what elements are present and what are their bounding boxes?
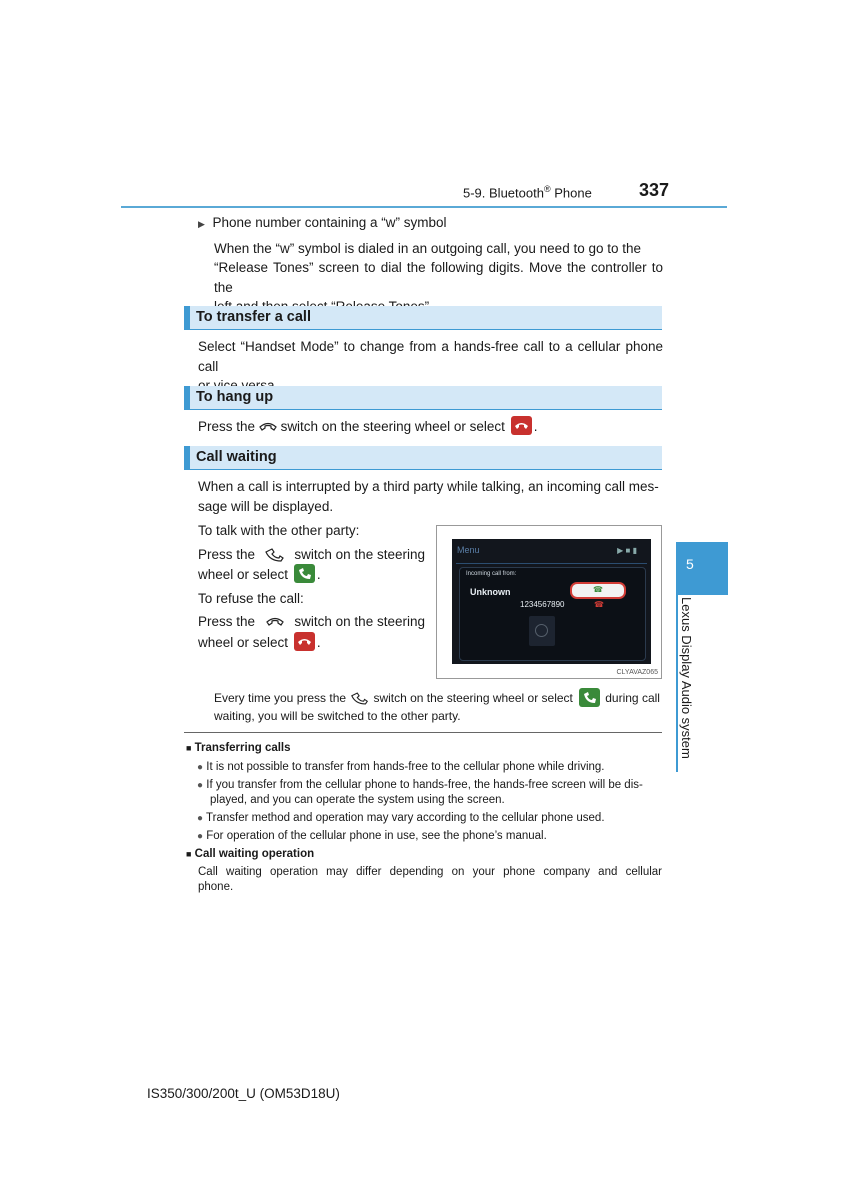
- red-hang-up-icon: [294, 632, 315, 651]
- note-heading-transferring: ■ Transferring calls: [186, 742, 291, 754]
- green-answer-icon: [579, 688, 600, 707]
- heading-hang-up: To hang up: [184, 386, 662, 410]
- intro-line: When the “w” symbol is dialed in an outgoing call, you need to go to the: [214, 240, 642, 256]
- note-item-continued: played, and you can operate the system using the screen.: [210, 794, 505, 806]
- note-paragraph: Call waiting operation may differ depending on your phone company and cellular: [198, 866, 662, 878]
- handset-switch-icon: [259, 419, 277, 434]
- answer-button[interactable]: [570, 582, 626, 599]
- status-icons: ▶ ■ ▮: [617, 546, 637, 555]
- incoming-call-screen-figure: [436, 525, 662, 679]
- handset-switch-icon: [350, 689, 370, 707]
- note-item: ● For operation of the cellular phone in use, see the phone’s manual.: [197, 830, 547, 842]
- header-divider: [121, 206, 727, 208]
- heading-call-waiting: Call waiting: [184, 446, 662, 470]
- green-answer-icon: ☎: [593, 585, 603, 594]
- model-footer: IS350/300/200t_U (OM53D18U): [147, 1086, 340, 1101]
- intro-line: “Release Tones” screen to dial the following digits. Move the controller to the: [214, 260, 663, 295]
- incoming-call-panel: Incoming call from: Unknown 1234567890 ☎ ☎: [459, 567, 646, 661]
- note-heading-call-waiting: ■ Call waiting operation: [186, 848, 315, 860]
- page-number: 337: [639, 180, 670, 200]
- chapter-title: Lexus Display Audio system: [679, 597, 694, 759]
- notes-section: [186, 741, 662, 895]
- note-item: ● It is not possible to transfer from hands-free to the cellular phone while driving.: [197, 761, 605, 773]
- intro-bullet-title: Phone number containing a “w” symbol: [212, 215, 447, 230]
- section-title: 5-9. Bluetooth® Phone: [463, 184, 592, 201]
- intro-block: [198, 213, 663, 317]
- hangup-text: Press the switch on the steering wheel or select .: [198, 416, 663, 437]
- caller-number: 1234567890: [520, 600, 565, 609]
- switch-note: Every time you press the switch on the steering wheel or select during call waiting, you will be switched to the other party.: [214, 688, 660, 725]
- mute-icon: [535, 624, 548, 637]
- decline-button[interactable]: ☎: [594, 600, 604, 609]
- note-paragraph: phone.: [198, 881, 234, 893]
- transfer-text: Select “Handset Mode” to change from a hands-free call to a cellular phone call: [198, 339, 663, 374]
- red-hang-up-icon: [511, 416, 532, 435]
- handset-switch-icon: [264, 545, 286, 565]
- waiting-text: When a call is interrupted by a third party while talking, an incoming call mes- sage will be displayed.: [198, 479, 659, 514]
- triangle-bullet-icon: ▶: [198, 219, 205, 229]
- mute-button[interactable]: [529, 616, 555, 646]
- handset-switch-icon: [265, 612, 285, 632]
- refuse-label: To refuse the call:: [198, 590, 304, 606]
- figure-code: CLYAVAZ065: [616, 669, 658, 676]
- caller-name: Unknown: [470, 587, 511, 597]
- screen-menu-title: Menu: [457, 545, 480, 555]
- notes-divider: [184, 732, 662, 733]
- chapter-tab: 5: [678, 542, 728, 595]
- note-item: ● If you transfer from the cellular phone to hands-free, the hands-free screen will be dis-: [197, 779, 643, 791]
- note-item: ● Transfer method and operation may vary according to the cellular phone used.: [197, 812, 605, 824]
- green-answer-icon: [294, 564, 315, 583]
- waiting-instructions: To talk with the other party: Press the switch on the steering wheel or select . To refuse the call: Press the switch on the steering wheel or select .: [198, 523, 425, 650]
- heading-transfer: To transfer a call: [184, 306, 662, 330]
- display-screen: [452, 539, 651, 664]
- talk-label: To talk with the other party:: [198, 523, 360, 538]
